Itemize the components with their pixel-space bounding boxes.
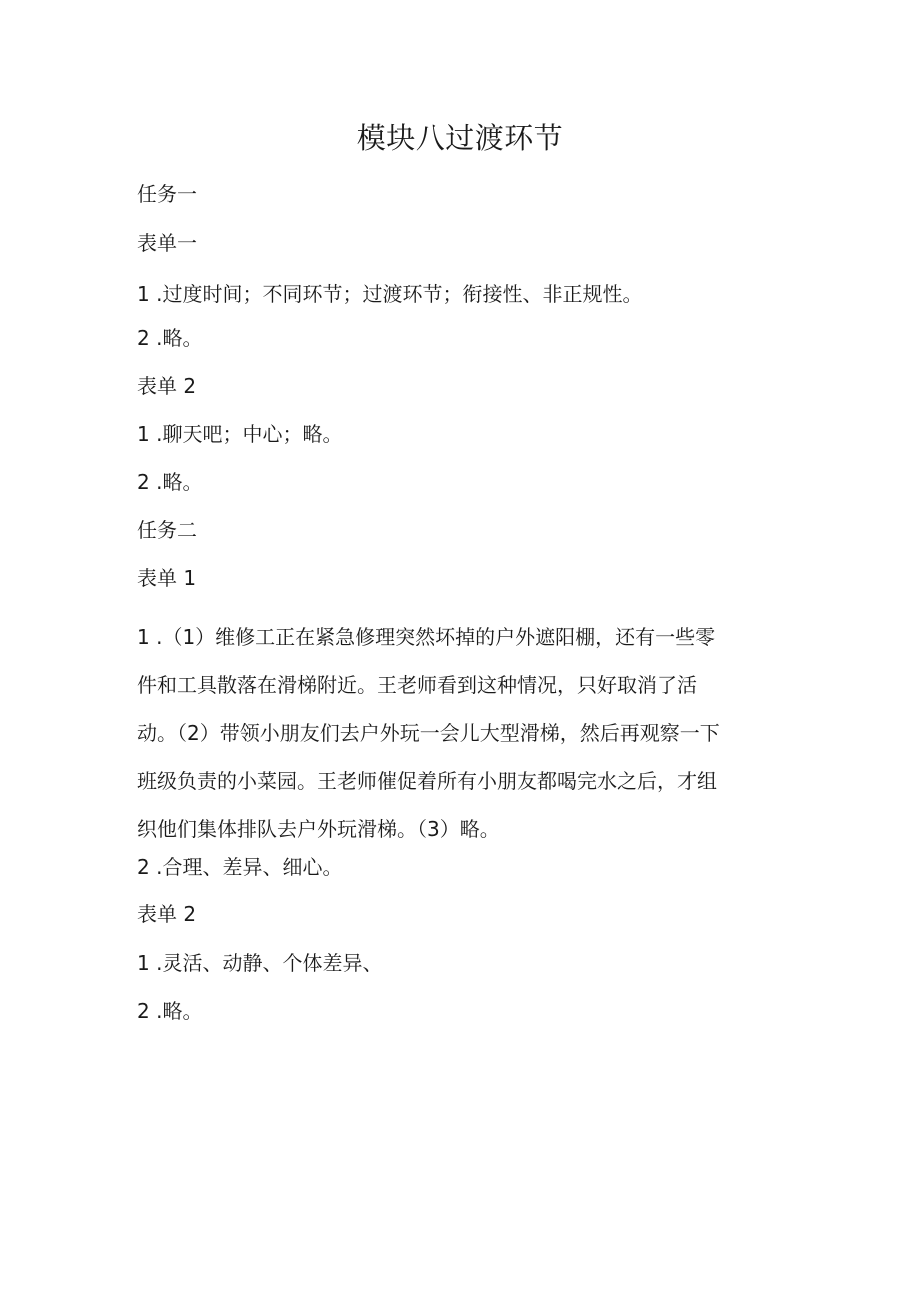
task2-form1-item1-line: 动。（2）带领小朋友们去户外玩一会儿大型滑梯，然后再观察一下 (137, 721, 720, 745)
task1-form2-item1: 1 .聊天吧；中心；略。 (137, 422, 343, 446)
task1-heading: 任务一 (137, 182, 197, 206)
task2-form2-heading: 表单 2 (137, 902, 197, 926)
task2-form1-item2: 2 .合理、差异、细心。 (137, 855, 343, 879)
task2-form1-item1-line: 班级负责的小菜园。王老师催促着所有小朋友都喝完水之后，才组 (137, 769, 717, 793)
task2-form1-item1 (137, 613, 783, 853)
task1-form1-item2: 2 .略。 (137, 326, 203, 350)
task2-form1-item1-line: 件和工具散落在滑梯附近。王老师看到这种情况，只好取消了活 (137, 673, 697, 697)
task1-form2-heading: 表单 2 (137, 374, 197, 398)
task2-form1-item1-line: 织他们集体排队去户外玩滑梯。（3）略。 (137, 817, 500, 841)
task2-form1-heading: 表单 1 (137, 566, 197, 590)
task1-form1-heading: 表单一 (137, 231, 197, 255)
task1-form1-item1: 1 .过度时间；不同环节；过渡环节；衔接性、非正规性。 (137, 282, 643, 306)
task2-form2-item1: 1 .灵活、动静、个体差异、 (137, 951, 383, 975)
document-title: 模块八过渡环节 (356, 121, 564, 155)
task2-form2-item2: 2 .略。 (137, 999, 203, 1023)
task1-form2-item2: 2 .略。 (137, 470, 203, 494)
task2-heading: 任务二 (137, 518, 197, 542)
task2-form1-item1-line: 1 .（1）维修工正在紧急修理突然坏掉的户外遮阳棚，还有一些零 (137, 625, 716, 649)
